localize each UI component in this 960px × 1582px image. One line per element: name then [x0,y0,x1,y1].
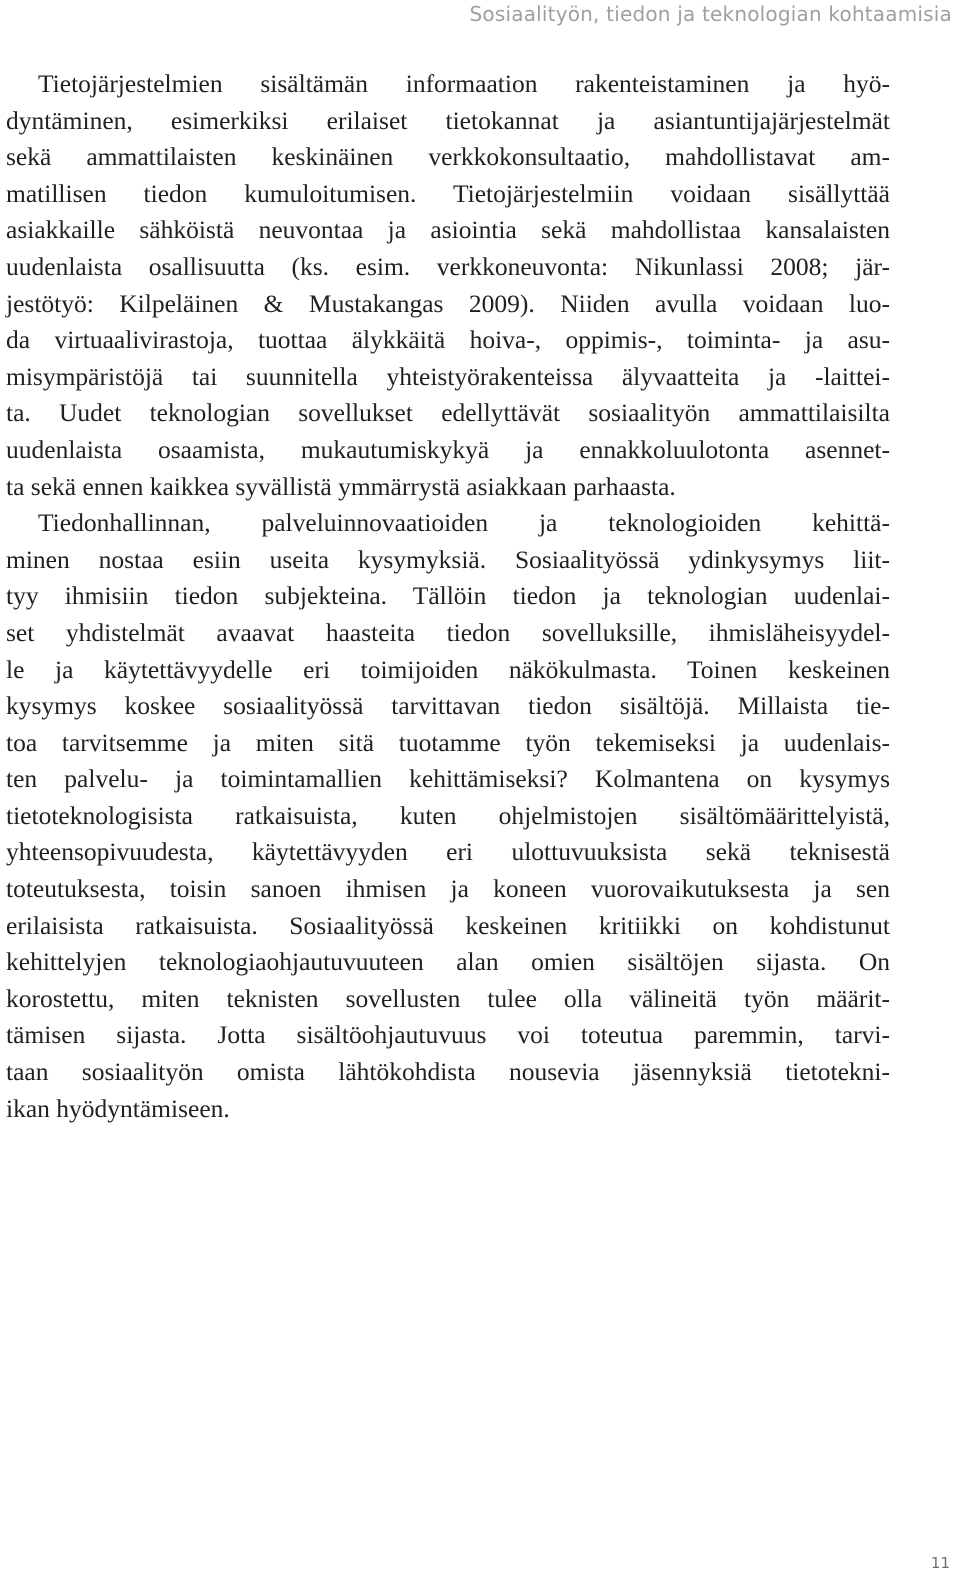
text-line: sekä ammattilaisten keskinäinen verkkokonsultaatio, mahdollistavat am- [6,142,890,172]
text-line: dyntäminen, esimerkiksi erilaiset tietokannat ja asiantuntijajärjestelmät [6,105,890,135]
text-line: erilaisista ratkaisuista. Sosiaalityössä keskeinen kritiikki on kohdistunut [6,910,890,940]
text-line: misympäristöjä tai suunnitella yhteistyörakenteissa älyvaatteita ja -laittei- [6,361,890,391]
text-line: Tietojärjestelmien sisältämän informaation rakenteistaminen ja hyö- [38,69,890,98]
text-line: da virtuaalivirastoja, tuottaa älykkäitä hoiva-, oppimis-, toiminta- ja asu- [6,325,890,355]
text-line: toa tarvitsemme ja miten sitä tuotamme työn tekemiseksi ja uudenlais- [6,727,890,757]
text-line: tietoteknologisista ratkaisuista, kuten ohjelmistojen sisältömäärittelyistä, [6,800,890,830]
text-line: toteutuksesta, toisin sanoen ihmisen ja koneen vuorovaikutuksesta ja sen [6,874,890,904]
text-line: tämisen sijasta. Jotta sisältöohjautuvuus voi toteutua paremmin, tarvi- [6,1020,890,1050]
text-line: asiakkaille sähköistä neuvontaa ja asiointia sekä mahdollistaa kansalaisten [6,215,890,245]
paragraph-1 [6,66,890,505]
paragraph-2 [6,505,890,1127]
text-line: Tiedonhallinnan, palveluinnovaatioiden ja teknologioiden kehittä- [38,508,890,538]
text-line: taan sosiaalityön omista lähtökohdista nousevia jäsennyksiä tietotekni- [6,1057,890,1087]
text-line: le ja käytettävyydelle eri toimijoiden näkökulmasta. Toinen keskeinen [6,654,890,684]
text-line: korostettu, miten teknisten sovellusten tulee olla välineitä työn määrit- [6,983,890,1013]
text-line: ten palvelu- ja toimintamallien kehittämiseksi? Kolmantena on kysymys [6,764,890,794]
text-line: uudenlaista osallisuutta (ks. esim. verkkoneuvonta: Nikunlassi 2008; jär- [6,251,890,281]
text-line: set yhdistelmät avaavat haasteita tiedon sovelluksille, ihmisläheisyydel- [6,617,890,647]
text-line: tyy ihmisiin tiedon subjekteina. Tällöin tiedon ja teknologian uudenlai- [6,581,890,611]
running-header: Sosiaalityön, tiedon ja teknologian kohtaamisia [469,2,952,26]
text-line: ta. Uudet teknologian sovellukset edellyttävät sosiaalityön ammattilaisilta [6,398,890,428]
text-line: kysymys koskee sosiaalityössä tarvittavan tiedon sisältöjä. Millaista tie- [6,691,890,721]
text-line: minen nostaa esiin useita kysymyksiä. Sosiaalityössä ydinkysymys liit- [6,544,890,574]
body-text [6,66,890,1127]
text-line: ta sekä ennen kaikkea syvällistä ymmärrystä asiakkaan parhaasta. [6,471,676,501]
text-line: uudenlaista osaamista, mukautumiskykyä ja ennakkoluulotonta asennet- [6,434,890,464]
page-number: 11 [930,1554,950,1572]
text-line: kehittelyjen teknologiaohjautuvuuteen alan omien sisältöjen sijasta. On [6,947,890,977]
text-line: ikan hyödyntämiseen. [6,1093,230,1123]
text-line: matillisen tiedon kumuloitumisen. Tietojärjestelmiin voidaan sisällyttää [6,178,890,208]
text-line: yhteensopivuudesta, käytettävyyden eri ulottuvuuksista sekä teknisestä [6,837,890,867]
text-line: jestötyö: Kilpeläinen & Mustakangas 2009). Niiden avulla voidaan luo- [6,288,890,318]
